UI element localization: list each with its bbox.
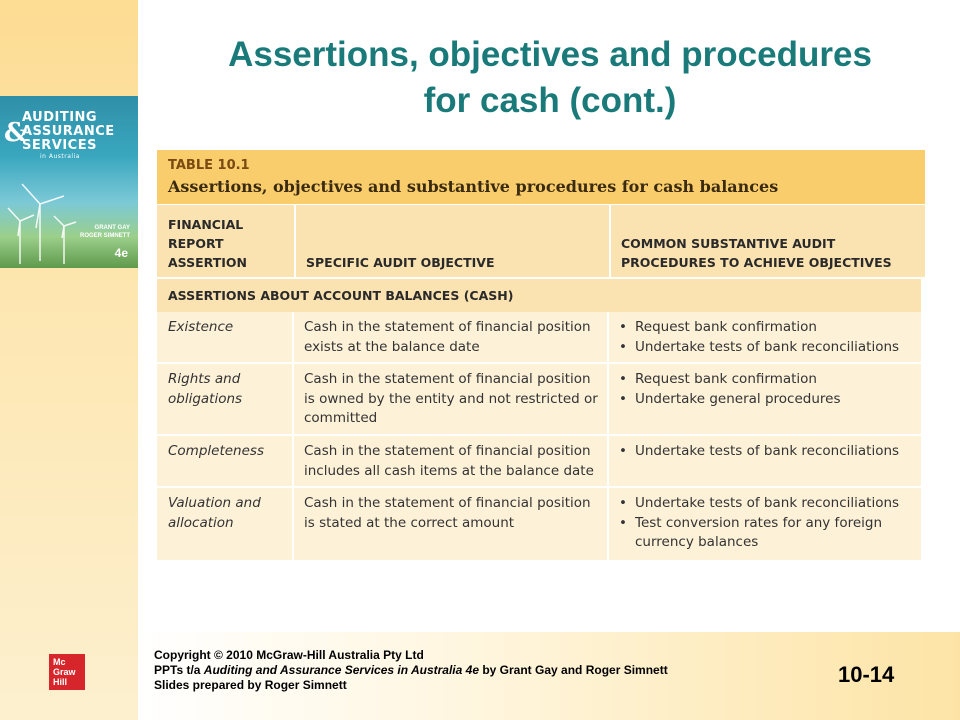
objective-cell: Cash in the statement of financial position is owned by the entity and not restricted or committed	[304, 371, 598, 426]
table-row	[157, 312, 921, 362]
book-title-services: SERVICES	[22, 138, 97, 153]
procedures-cell	[619, 318, 919, 357]
slide-title-line2: for cash (cont.)	[423, 81, 677, 120]
ppts-prefix: PPTs t/a	[154, 663, 204, 677]
column-divider	[609, 205, 611, 277]
slide-title	[150, 32, 950, 124]
book-subtitle: in Australia	[40, 153, 80, 160]
assertion-cell: Rights and obligations	[168, 371, 243, 407]
section-header-row	[157, 279, 921, 312]
procedure-item: • Undertake tests of bank reconciliations	[619, 494, 919, 514]
book-cover-image	[0, 96, 138, 268]
procedure-item: • Undertake general procedures	[619, 390, 919, 410]
objective-cell: Cash in the statement of financial position includes all cash items at the balance date	[304, 443, 594, 479]
book-author-1: GRANT GAY	[94, 225, 130, 231]
footer-credits	[154, 648, 668, 693]
book-title-auditing: AUDITING	[22, 110, 98, 125]
logo-text-1: Mc	[53, 657, 66, 667]
procedure-item: • Request bank confirmation	[619, 318, 919, 338]
assertion-cell: Valuation and allocation	[168, 495, 261, 531]
procedures-cell	[619, 494, 919, 553]
assertion-cell: Completeness	[168, 443, 264, 459]
slide-title-line1: Assertions, objectives and procedures	[228, 35, 872, 74]
assertion-cell: Existence	[168, 319, 234, 335]
procedure-item: • Undertake tests of bank reconciliations	[619, 338, 919, 358]
column-divider	[607, 312, 609, 560]
column-header-procedures: COMMON SUBSTANTIVE AUDIT PROCEDURES TO ACHIEVE OBJECTIVES	[621, 236, 892, 270]
table-caption: Assertions, objectives and substantive procedures for cash balances	[168, 177, 779, 196]
book-edition: 4e	[114, 246, 128, 260]
table-row	[157, 364, 921, 434]
procedures-cell	[619, 442, 919, 462]
book-author-2: ROGER SIMNETT	[79, 233, 130, 239]
copyright-text: Copyright © 2010 McGraw-Hill Australia Pty Ltd	[154, 648, 424, 662]
objective-cell: Cash in the statement of financial position exists at the balance date	[304, 319, 591, 355]
table-10-1	[157, 150, 925, 562]
column-header-row	[157, 205, 925, 277]
procedure-item: • Test conversion rates for any foreign currency balances	[619, 514, 919, 553]
column-divider	[294, 205, 296, 277]
column-header-assertion: FINANCIAL REPORT ASSERTION	[168, 217, 247, 270]
table-header	[157, 150, 925, 204]
mcgraw-hill-logo	[49, 654, 85, 690]
ppts-book-title: Auditing and Assurance Services in Australia 4e	[203, 663, 479, 677]
section-label: ASSERTIONS ABOUT ACCOUNT BALANCES (CASH)	[168, 288, 514, 303]
book-title-assurance: ASSURANCE	[22, 124, 115, 139]
book-ampersand: &	[4, 118, 28, 148]
prepared-by-text: Slides prepared by Roger Simnett	[154, 678, 347, 692]
book-authors	[80, 224, 130, 240]
slide-number: 10-14	[838, 662, 895, 687]
table-label: TABLE 10.1	[168, 158, 250, 173]
procedure-item: • Undertake tests of bank reconciliations	[619, 442, 919, 462]
table-row	[157, 488, 921, 560]
column-header-objective: SPECIFIC AUDIT OBJECTIVE	[306, 255, 495, 270]
procedures-cell	[619, 370, 919, 409]
objective-cell: Cash in the statement of financial position is stated at the correct amount	[304, 495, 591, 531]
ppts-suffix: by Grant Gay and Roger Simnett	[479, 663, 668, 677]
logo-text-3: Hill	[53, 677, 68, 687]
column-divider	[292, 312, 294, 560]
table-row	[157, 436, 921, 486]
logo-text-2: Graw	[53, 667, 76, 677]
procedure-item: • Request bank confirmation	[619, 370, 919, 390]
